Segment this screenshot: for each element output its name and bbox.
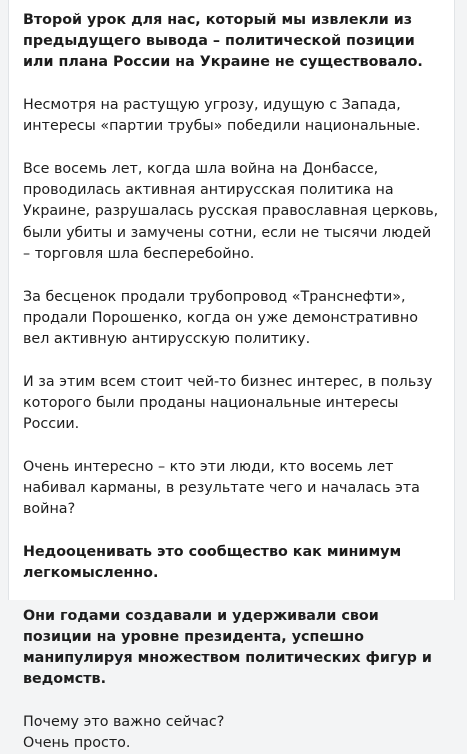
message-paragraph-7: Недооценивать это сообщество как минимум легкомысленно. <box>23 543 402 582</box>
message-paragraph-1: Второй урок для нас, который мы извлекли из предыдущего вывода – политической позиции или плана России на Украине не существовало. <box>23 12 423 71</box>
message-paragraph-6: Очень интересно – кто эти люди, кто восемь лет набивал карманы, в результате чего и началась эта война? <box>23 458 420 518</box>
message-paragraph-4: За бесценок продали трубопровод «Транснефти», продали Порошенко, когда он уже демонстративно вел активную антирусскую политику. <box>23 288 418 347</box>
message-closing-line-1: Почему это важно сейчас? <box>23 714 225 731</box>
message-paragraph-3: Все восемь лет, когда шла война на Донбассе, проводилась активная антирусская политика на Украине, разрушалась русская православная церковь, были убиты и замучены сотни, если не тысячи людей – торговля шла бесперебойно. <box>23 161 439 262</box>
message-bubble[interactable] <box>8 0 455 752</box>
message-paragraph-2: Несмотря на растущую угрозу, идущую с Запада, интересы «партии трубы» победили национальные. <box>23 97 421 135</box>
message-paragraph-8: Они годами создавали и удерживали свои позиции на уровне президента, успешно манипулируя множеством политических фигур и ведомств. <box>23 607 432 688</box>
scrollbar[interactable] <box>463 0 467 600</box>
message-paragraph-5: И за этим всем стоит чей-то бизнес интерес, в пользу которого были проданы национальные интересы России. <box>23 373 433 433</box>
message-closing-line-2: Очень просто. <box>23 735 131 752</box>
